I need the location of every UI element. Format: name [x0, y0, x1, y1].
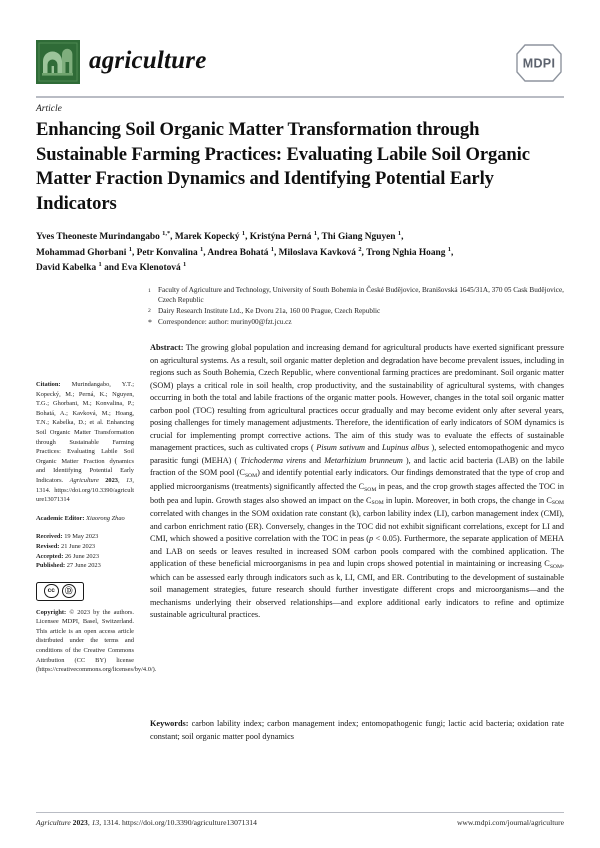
page-header — [36, 38, 564, 94]
csom-subscript: SOM — [371, 500, 384, 507]
academic-editor-label: Academic Editor: — [36, 514, 85, 522]
author-affil-marker: 1 — [241, 229, 246, 237]
keywords-text: carbon lability index; carbon management index; entomopathogenic fungi; lactic acid bacteria; oxidation rate constant; soil organic matter pool dynamics — [150, 719, 565, 741]
citation-block: Citation: Murindangabo, Y.T.; Kopecký, M.; Perná, K.; Nguyen, T.G.; Ghorbani, M.; Konvalina, P.; Bohatá, A.; Kavková, M.; Hoang, T.N.; Kabelka, D.; et al. Enhancing Soil Organic Matter Transformation through Sustainable Farming Practices: Evaluating Labile Soil Organic Matter Fraction dynamics and Identifying Potential Early Indicators. Agriculture 2023, 13, 1314. https://doi.org/10.3390/agriculture13071314 — [36, 381, 134, 504]
abstract-part: in peas, and the crop growth stages affected the TOC in both pea and lupin. Growth stages also showed an impact on the C — [150, 482, 564, 505]
abstract-part: ) and identify potential early indicators. Our findings demonstrated that the type of crop and applied microorganisms (treatments) significantly affected the C — [150, 468, 565, 492]
agriculture-logo-icon — [36, 40, 80, 84]
footer-journal: Agriculture — [36, 818, 71, 827]
abstract-part: The growing global population and increasing demand for agricultural products have exerted significant pressure on agricultural systems. As a result, soil organic matter depletion and degradation have become prevalent issues, including in regions such as South Bohemia, Czech Republic, where conventional farming practices are predominant. Soil organic matter (SOM) plays a critical role in soil health, crop productivity, and the sustainability of agricultural systems, with changes occurring in both the total and labile fractions of the organic matter pools. However, changes in the total soil organic matter carbon pool (TOC) resulting from agricultural practices occur gradually and may become evident only after several years, posing challenges for timely management adjustments. Therefore, the identification of early indicators of SOM dynamics is crucial for implementing prompt corrective actions. The aim of this study was to evaluate the effects of sustainable management practices, such as cultivated crops ( — [150, 343, 564, 453]
species-name: Lupinus albus — [381, 443, 429, 453]
csom-subscript: SOM — [244, 473, 258, 480]
date-published-label: Published: — [36, 562, 66, 570]
sidebar-metadata — [36, 380, 157, 684]
species-name: Pisum sativum — [316, 443, 366, 453]
affiliation-text: Faculty of Agriculture and Technology, University of South Bohemia in České Budějovice, Branišovská 1645/31A, 370 05 Cask Budějovice, Czech Republic — [158, 286, 564, 304]
copyright-text: © 2023 by the authors. Licensee MDPI, Basel, Switzerland. This article is an open access article distributed under the terms and conditions of the Creative Commons Attribution (CC BY) license (https://creativecommons.org/licenses/by/4.0/). — [36, 608, 157, 674]
abstract-block — [150, 342, 564, 622]
keywords-label: Keywords: — [150, 719, 189, 728]
journal-logo-lockup — [36, 40, 207, 84]
correspondence-item — [148, 318, 564, 328]
date-published-value: 27 June 2023 — [66, 562, 101, 570]
academic-editor-block — [36, 514, 134, 524]
correspondence-marker: * — [148, 318, 152, 328]
abstract-part: and — [309, 455, 325, 465]
species-name: Metarhizium brunneum — [324, 455, 403, 465]
abstract-label: Abstract: — [150, 343, 184, 352]
footer-volume: 13 — [91, 818, 100, 827]
author-affil-marker: 1 — [128, 245, 132, 253]
abstract-part: correlated with changes in the SOM oxidation rate constant (k), carbon lability index (LI), carbon management index (CMI), and carbon enrichment ratio (ER). Conversely, changes in the TOC did not exhibit significant correlations, except for LI and CMI, which showed a positive correlation with the TOC in peas ( — [150, 509, 564, 544]
abstract-part: in lupin. Moreover, in both crops, the change in C — [383, 495, 552, 505]
creative-commons-badge-icon — [36, 582, 84, 601]
citation-journal: Agriculture — [69, 476, 99, 484]
affiliation-item — [148, 307, 564, 317]
correspondence-email[interactable]: Correspondence: author: muriny00@fzt.jcu.cz — [158, 318, 292, 327]
cc-by-icon: Ⓓ — [62, 584, 77, 599]
author-affil-marker: 1 — [447, 245, 451, 253]
affiliation-text: Dairy Research Institute Ltd., Ke Dvoru 21a, 160 00 Prague, Czech Republic — [158, 306, 381, 315]
author-affil-marker: 1 — [397, 229, 402, 237]
footer-citation: Agriculture 2023, 13, 1314. https://doi.org/10.3390/agriculture13071314 — [36, 818, 257, 827]
footer-divider — [36, 812, 564, 813]
abstract-part: ), selected entomopathogenic and myco parasitic fungi (MEHA) ( — [150, 443, 565, 465]
p-value-symbol: p — [369, 534, 374, 544]
date-received-value: 19 May 2023 — [64, 533, 99, 541]
author-line-3: David Kabelka $^1$ and Eva Klenotová $^1$ — [36, 260, 187, 273]
author-affil-marker: 1,* — [162, 229, 171, 237]
author-line-2: Mohammad Ghorbani $^1$, Petr Konvalina $^1$, Andrea Bohatá $^1$, Miloslava Kavková $^2$, Trong Nghia Hoang $^1$, — [36, 245, 454, 258]
citation-text: Murindangabo, Y.T.; Kopecký, M.; Perná, K.; Nguyen, T.G.; Ghorbani, M.; Konvalina, P.; Bohatá, A.; Kavková, M.; Hoang, T.N.; Kabelka, D.; et al. Enhancing Soil Organic Matter Transformation through Sustainable Farming Practices: Evaluating Labile Soil Organic Matter Fraction dynamics and Identifying Potential Early Indicators. — [36, 381, 134, 484]
csom-subscript: SOM — [364, 486, 377, 493]
date-accepted — [36, 552, 134, 562]
date-revised-label: Revised: — [36, 542, 60, 550]
affiliation-item — [148, 286, 564, 305]
header-divider — [36, 96, 564, 98]
author-list — [36, 230, 564, 277]
footer-article-number: 1314. — [103, 818, 121, 827]
keywords-block — [150, 718, 564, 743]
author-affil-marker: 1 — [182, 260, 187, 268]
citation-label: Citation: — [36, 381, 61, 388]
footer-year: 2023 — [72, 818, 88, 827]
page-title: Enhancing Soil Organic Matter Transformation through Sustainable Farming Practices: Evaluating Labile Soil Organic Matter Fraction Dynamics and Identifying Potential Early Indicators — [36, 119, 530, 214]
affiliation-marker: 1 — [148, 287, 151, 294]
footer-website-link[interactable]: www.mdpi.com/journal/agriculture — [456, 818, 564, 827]
csom-subscript: SOM — [549, 563, 562, 570]
copyright-label: Copyright: — [36, 608, 67, 616]
footer-doi-link[interactable]: https://doi.org/10.3390/agriculture13071314 — [122, 818, 257, 827]
svg-text:MDPI: MDPI — [522, 56, 556, 71]
abstract-part: < 0.05). Furthermore, the separate application of MEHA and LAB on seeds or leaves resulted in increased SOM carbon pools compared with the combined application. The application of these beneficial microorganisms in pea and lupin crops showed potential in maintaining or increasing C — [150, 534, 564, 569]
citation-year: 2023 — [105, 476, 118, 484]
date-accepted-value: 26 June 2023 — [64, 552, 100, 560]
mdpi-logo-icon — [506, 42, 564, 84]
affiliations-block — [148, 286, 564, 329]
author-affil-marker: 1 — [313, 229, 318, 237]
publication-dates-block — [36, 532, 134, 570]
date-revised-value: 21 June 2023 — [61, 542, 96, 550]
author-affil-marker: 1 — [200, 245, 204, 253]
journal-title: agriculture — [89, 47, 207, 74]
academic-editor-name: Xiaorong Zhao — [86, 514, 125, 522]
page-footer — [36, 818, 564, 827]
citation-article-number: 1314. — [36, 486, 51, 494]
abstract-part: , which can be assessed early through indicators such as k, LI, CMI, and ER. Contributing to the development of sustainable soil management strategies, future research should further investigate different crops and microorganisms—and the mechanisms underlying their observed relationships—and explore additional early indicators to refine and optimize sustainable agricultural practices. — [150, 559, 564, 620]
citation-doi-link[interactable]: https://doi.org/10.3390/agriculture13071314 — [36, 486, 134, 504]
csom-subscript: SOM — [551, 500, 565, 507]
author-affil-marker: 1 — [98, 260, 102, 268]
author-affil-marker: 2 — [358, 245, 362, 253]
author-affil-marker: 1 — [270, 245, 274, 253]
date-received — [36, 532, 134, 542]
date-received-label: Received: — [36, 533, 63, 541]
citation-volume: 13 — [125, 476, 133, 484]
abstract-part: and — [367, 443, 382, 453]
affiliation-marker: 2 — [148, 308, 151, 315]
date-revised — [36, 542, 134, 552]
author-line-1: Yves Theoneste Murindangabo $^{1,*}$, Marek Kopecký $^1$, Kristýna Perná $^1$, Thi Giang Nguyen $^1$, — [36, 229, 404, 242]
copyright-block — [36, 608, 157, 675]
cc-icon: cc — [44, 584, 59, 599]
date-published — [36, 561, 134, 571]
article-type-label: Article — [36, 104, 62, 114]
date-accepted-label: Accepted: — [36, 552, 64, 560]
species-name: Trichoderma virens — [240, 455, 307, 465]
abstract-part: ), and lactic acid bacteria (LAB) on the labile fraction of the SOM pool (C — [150, 455, 564, 478]
